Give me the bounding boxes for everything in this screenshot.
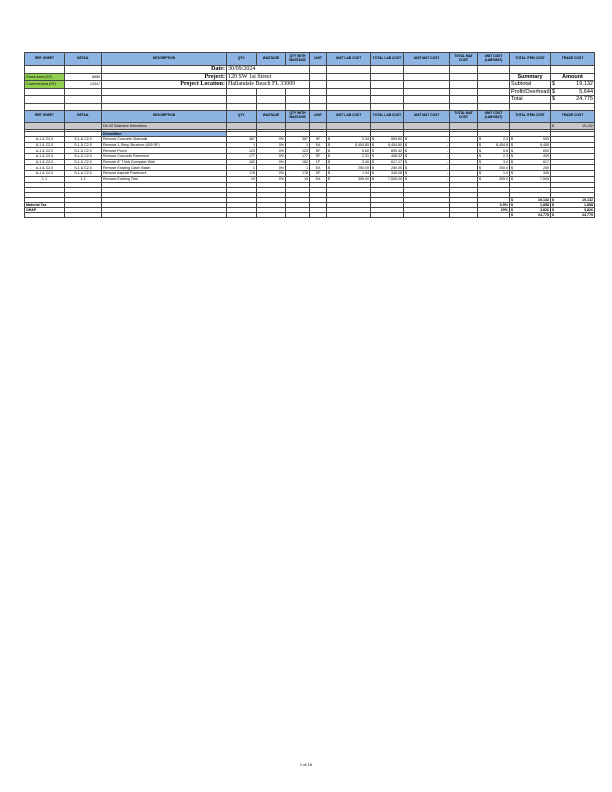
- amount: 346: [543, 171, 549, 176]
- currency: $: [552, 123, 554, 128]
- column-header: WASTAGE: [257, 53, 286, 66]
- column-header: TRADE COST: [551, 110, 595, 122]
- description: Remove 8" Thick Dumpster Wall: [102, 159, 227, 165]
- currency: $: [552, 212, 554, 217]
- amount: 250.00: [358, 165, 369, 170]
- blank-row: [25, 103, 595, 110]
- ref-sheet: A-1 & C2.0: [25, 165, 65, 171]
- wastage: 0%: [257, 176, 286, 182]
- currency: $: [328, 177, 330, 182]
- description: Remove Asphalt Pavement: [102, 171, 227, 177]
- currency: $: [328, 154, 330, 159]
- ohp-label: OH&P: [25, 207, 65, 212]
- qty-with-wastage: 123: [286, 148, 310, 154]
- summary-total-amount: 24,775: [576, 96, 593, 103]
- division-trade-cost: 19,132: [582, 123, 593, 128]
- qty: 123: [227, 148, 257, 154]
- unit: SF: [310, 154, 327, 160]
- qty-with-wastage: 178: [286, 171, 310, 177]
- amount: 346.08: [391, 171, 402, 176]
- amount: -: [446, 143, 448, 148]
- detail: S-1 & C2.0: [65, 159, 102, 165]
- currency: $: [405, 165, 407, 170]
- amount: -: [446, 171, 448, 176]
- section-label: Demolition: [102, 131, 227, 137]
- currency: $: [479, 177, 481, 182]
- amount: 690.42: [391, 148, 402, 153]
- detail: S-1 & C2.0: [65, 142, 102, 148]
- summary-subtotal-amount: 19,132: [576, 81, 593, 88]
- amount: 5.60: [362, 148, 369, 153]
- gross-area-label: Gross Area (SF): [25, 73, 65, 81]
- grand-total-trade: 24,775: [582, 212, 593, 217]
- qty-with-wastage: 19: [286, 176, 310, 182]
- amount: 2.34: [362, 137, 369, 142]
- detail: S-1 & C2.0: [65, 148, 102, 154]
- unit: SF: [310, 171, 327, 177]
- qty: 19: [227, 176, 257, 182]
- amount: 8,454.80: [388, 143, 402, 148]
- column-header: TOTAL LAB COST: [371, 110, 404, 122]
- summary-total-label: Total: [510, 96, 551, 104]
- column-header: UNIT COST (LAB+MAT): [478, 110, 510, 122]
- description: Remove Existing Tree: [102, 176, 227, 182]
- column-header: DESCRIPTION: [102, 53, 227, 66]
- column-header: UNIT: [310, 110, 327, 122]
- amount: 250.0: [499, 165, 508, 170]
- currency: $: [479, 143, 481, 148]
- amount: 409: [543, 154, 549, 159]
- currency: $: [511, 143, 513, 148]
- amount: 7,505: [540, 177, 549, 182]
- currency: $: [372, 160, 374, 165]
- amount: -: [446, 165, 448, 170]
- gross-area-value: 6889: [65, 73, 102, 81]
- wastage: 0%: [257, 159, 286, 165]
- header-row: [25, 53, 595, 66]
- currency: $: [328, 160, 330, 165]
- column-header: DETAIL: [65, 110, 102, 122]
- currency: $: [479, 137, 481, 142]
- currency: $: [552, 202, 554, 207]
- amount: -: [446, 137, 448, 142]
- header-row: [25, 110, 595, 122]
- column-header: WASTAGE: [257, 110, 286, 122]
- currency: $: [328, 148, 330, 153]
- detail: 1-1: [65, 176, 102, 182]
- project-value: 120 SW 1st Street: [227, 73, 310, 81]
- currency: $: [372, 177, 374, 182]
- currency: $: [405, 171, 407, 176]
- ohp-item: 3,826: [540, 207, 549, 212]
- column-header: QTY.: [227, 110, 257, 122]
- currency: $: [372, 154, 374, 159]
- wastage: 0%: [257, 148, 286, 154]
- material-tax-trade: 1,858: [584, 202, 593, 207]
- currency: $: [479, 148, 481, 153]
- currency: $: [511, 171, 513, 176]
- qty: 1: [227, 165, 257, 171]
- description: Remove Existing Catch Basin: [102, 165, 227, 171]
- description: Remove Concrete Pavement: [102, 154, 227, 160]
- qty: 1: [227, 142, 257, 148]
- summary-overhead-label: Profit/Overhead: [511, 88, 550, 95]
- column-header: TRADE COST: [551, 53, 595, 66]
- ref-sheet: A-1 & C2.0: [25, 148, 65, 154]
- amount: -: [446, 154, 448, 159]
- summary-overhead-amount: 5,644: [579, 88, 593, 95]
- column-header: DETAIL: [65, 53, 102, 66]
- amount: 395.0: [499, 177, 508, 182]
- currency: $: [511, 165, 513, 170]
- amount: 7,505.00: [388, 177, 402, 182]
- date-row: [25, 66, 595, 74]
- ref-sheet: A-1 & C2.0: [25, 159, 65, 165]
- project-row: [25, 73, 595, 81]
- qty: 177: [227, 154, 257, 160]
- column-header: UNIT COST (LAB+MAT): [478, 53, 510, 66]
- column-header: QTY WITH WASTAGE: [286, 110, 310, 122]
- amount: -: [446, 177, 448, 182]
- currency: $: [372, 165, 374, 170]
- amount: 8,455: [540, 143, 549, 148]
- unit: SF: [310, 148, 327, 154]
- column-header: UNIT: [310, 53, 327, 66]
- column-header: TOTAL LAB COST: [371, 53, 404, 66]
- material-tax-item: 1,858: [540, 202, 549, 207]
- wastage: 0%: [257, 137, 286, 143]
- ref-sheet: 1-1: [25, 176, 65, 182]
- column-header: TOTAL MAT COST: [450, 110, 478, 122]
- summary-title: Summary: [510, 73, 551, 81]
- currency: $: [479, 171, 481, 176]
- ref-sheet: A-1 & C2.0: [25, 171, 65, 177]
- qty-with-wastage: 177: [286, 154, 310, 160]
- column-header: DESCRIPTION: [102, 110, 227, 122]
- qty-with-wastage: 182: [286, 159, 310, 165]
- currency: $: [479, 160, 481, 165]
- detail: S-1 & C2.0: [65, 165, 102, 171]
- currency: $: [328, 171, 330, 176]
- amount: 690: [543, 148, 549, 153]
- division-row: [25, 122, 595, 129]
- detail: S-1 & C2.0: [65, 137, 102, 143]
- amount: -: [446, 160, 448, 165]
- amount: 8,454.80: [355, 143, 369, 148]
- description: Remove 1-Story Structure (830 SF): [102, 142, 227, 148]
- currency: $: [552, 207, 554, 212]
- column-header: TOTAL ITEM COST: [510, 110, 551, 122]
- project-label: Project:: [102, 73, 227, 81]
- currency: $: [372, 148, 374, 153]
- amount: 5.6: [503, 148, 508, 153]
- currency: $: [511, 197, 513, 202]
- column-header: UNIT LAB COST: [327, 110, 371, 122]
- amount: 408.32: [391, 154, 402, 159]
- grand-total-row: [25, 212, 595, 217]
- qty-with-wastage: 387: [286, 137, 310, 143]
- amount: 8,454.8: [496, 143, 508, 148]
- currency: $: [511, 160, 513, 165]
- amount: 1.94: [362, 171, 369, 176]
- date-label: Date:: [102, 66, 227, 74]
- currency: $: [479, 165, 481, 170]
- location-row: [25, 81, 595, 89]
- amount: -: [446, 148, 448, 153]
- unit: EA: [310, 165, 327, 171]
- date-value: 30/09/2024: [227, 66, 310, 74]
- currency: $: [405, 143, 407, 148]
- unit: SF: [310, 137, 327, 143]
- column-header: UNIT MAT COST: [404, 110, 450, 122]
- wastage: 0%: [257, 142, 286, 148]
- ref-sheet: A-1 & C2.0: [25, 154, 65, 160]
- currency: $: [552, 81, 556, 88]
- column-header: UNIT MAT COST: [404, 53, 450, 66]
- description: Remove Porch: [102, 148, 227, 154]
- qty: 387: [227, 137, 257, 143]
- ohp-trade: 3,826: [584, 207, 593, 212]
- amount: 2.3: [503, 154, 508, 159]
- summary-row: [25, 96, 595, 104]
- currency: $: [511, 202, 513, 207]
- column-header: TOTAL MAT COST: [450, 53, 478, 66]
- amount: 395.00: [358, 177, 369, 182]
- amount-title: Amount: [551, 73, 595, 81]
- unit: LF: [310, 159, 327, 165]
- currency: $: [328, 165, 330, 170]
- amount: 2.31: [362, 154, 369, 159]
- currency: $: [511, 207, 513, 212]
- amount: 900: [543, 137, 549, 142]
- amount: 3.40: [362, 160, 369, 165]
- material-tax-rate: 6.5%: [478, 202, 510, 207]
- column-header: TOTAL ITEM COST: [510, 53, 551, 66]
- currency: $: [328, 137, 330, 142]
- detail: S-1 & C2.0: [65, 154, 102, 160]
- currency: $: [511, 154, 513, 159]
- currency: $: [372, 143, 374, 148]
- column-header: REF. SHEET: [25, 110, 65, 122]
- division-label: Div 02 Selective Demolition: [102, 122, 227, 129]
- ref-sheet: A-1 & C2.0: [25, 142, 65, 148]
- ref-sheet: A-1 & C2.0: [25, 137, 65, 143]
- column-header: UNIT LAB COST: [327, 53, 371, 66]
- amount: 3.4: [503, 160, 508, 165]
- covered-area-value: 13347: [65, 81, 102, 89]
- currency: $: [405, 148, 407, 153]
- currency: $: [328, 143, 330, 148]
- currency: $: [511, 137, 513, 142]
- wastage: 0%: [257, 165, 286, 171]
- amount: 899.60: [391, 137, 402, 142]
- currency: $: [405, 154, 407, 159]
- amount: 617.17: [391, 160, 402, 165]
- currency: $: [405, 137, 407, 142]
- summary-row: [25, 88, 595, 96]
- currency: $: [372, 137, 374, 142]
- subtotal-trade: 19,132: [582, 197, 593, 202]
- currency: $: [372, 171, 374, 176]
- description: Remove Concrete Sidewalk: [102, 137, 227, 143]
- qty: 178: [227, 171, 257, 177]
- amount: 2.3: [503, 137, 508, 142]
- unit: EA: [310, 142, 327, 148]
- material-tax-label: Material Tax: [25, 202, 65, 207]
- qty: 182: [227, 159, 257, 165]
- column-header: QTY.: [227, 53, 257, 66]
- qty-with-wastage: 1: [286, 165, 310, 171]
- qty-with-wastage: 1: [286, 142, 310, 148]
- currency: $: [552, 96, 556, 103]
- grand-total-item: 24,775: [538, 212, 549, 217]
- currency: $: [511, 212, 513, 217]
- currency: $: [552, 197, 554, 202]
- amount: 250.00: [391, 165, 402, 170]
- currency: $: [552, 88, 556, 95]
- location-value: Hallandale Beach FL 33009: [227, 81, 310, 89]
- column-header: QTY WITH WASTAGE: [286, 53, 310, 66]
- currency: $: [511, 177, 513, 182]
- covered-area-label: Covered Area (SF): [25, 81, 65, 89]
- currency: $: [511, 148, 513, 153]
- unit: EA: [310, 176, 327, 182]
- currency: $: [405, 160, 407, 165]
- ohp-rate: 20%: [478, 207, 510, 212]
- page-number: 1 of 16: [299, 762, 313, 767]
- wastage: 0%: [257, 171, 286, 177]
- wastage: 0%: [257, 154, 286, 160]
- currency: $: [479, 154, 481, 159]
- currency: $: [405, 177, 407, 182]
- amount: 617: [543, 160, 549, 165]
- location-label: Project Location:: [102, 81, 227, 89]
- estimate-sheet: [24, 52, 595, 218]
- subtotal-item: 19,132: [538, 197, 549, 202]
- summary-subtotal-label: Subtotal: [510, 81, 551, 89]
- amount: 250: [543, 165, 549, 170]
- detail: S-1 & C2.0: [65, 171, 102, 177]
- column-header: REF. SHEET: [25, 53, 65, 66]
- amount: 1.9: [503, 171, 508, 176]
